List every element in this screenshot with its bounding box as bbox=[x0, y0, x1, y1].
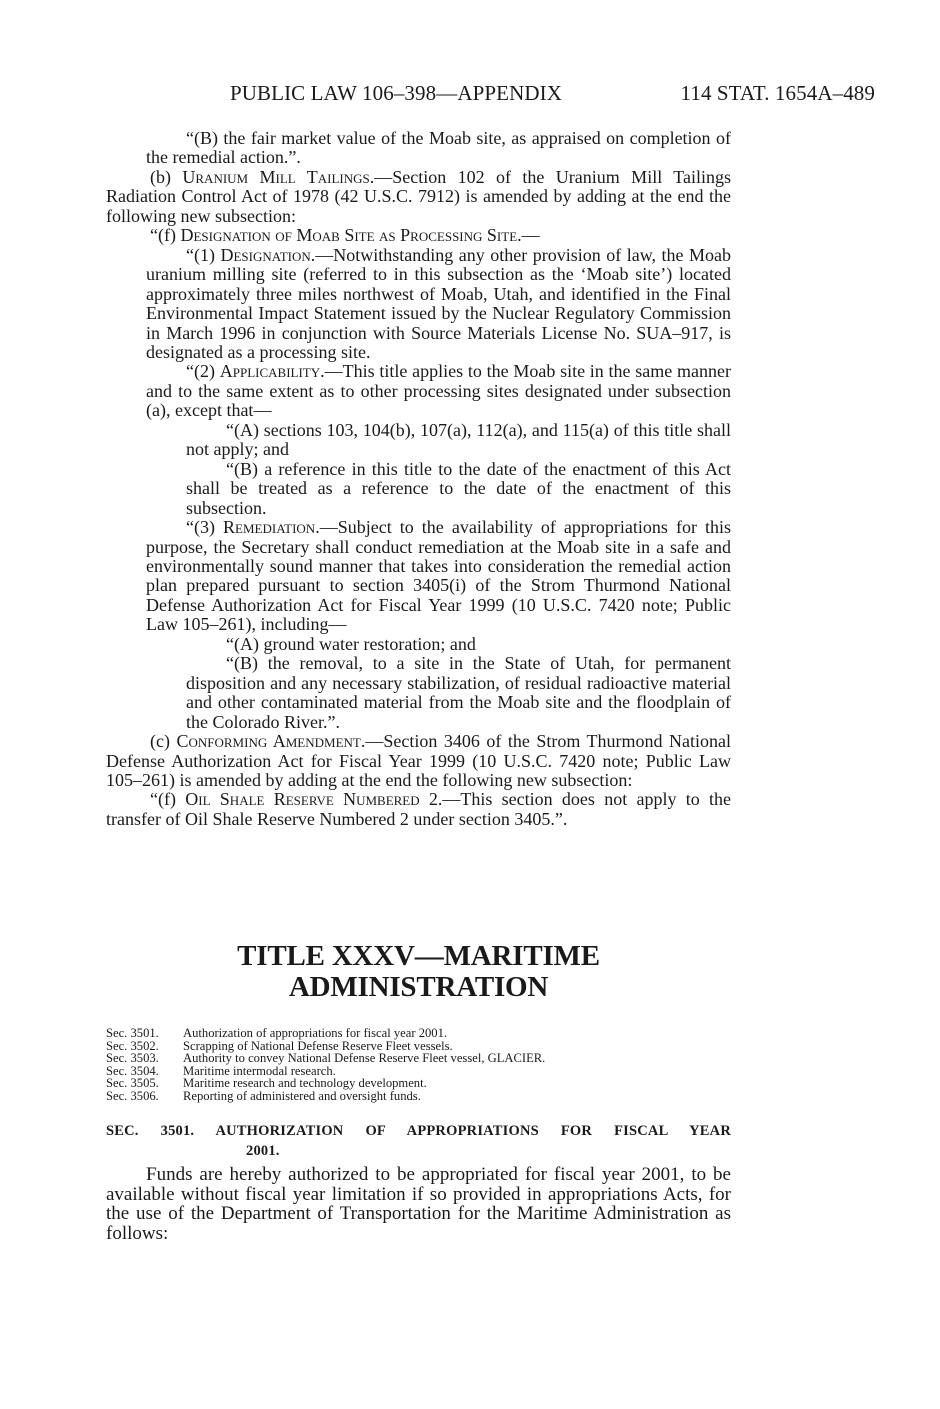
section-heading-line-1: SEC. 3501. AUTHORIZATION OF APPROPRIATIONS FOR FISCAL YEAR bbox=[106, 1123, 731, 1139]
section-heading bbox=[106, 1121, 731, 1161]
paragraph-designation: “(1) Designation.—Notwithstanding any other provision of law, the Moab uranium milling site (referred to in this subsection as the ‘Moab site’) located approximately three miles northwest of Moab, Utah, and identified in the Final Environmental Impact Statement issued by the Nuclear Regulatory Commission in March 1996 in conjunction with Source Materials License No. SUA–917, is designated as a processing site. bbox=[146, 244, 731, 362]
paragraph-applicability: “(2) Applicability.—This title applies to the Moab site in the same manner and to the same extent as to other processing sites designated under subsection (a), except that— bbox=[146, 361, 731, 421]
title-heading bbox=[106, 941, 731, 1003]
subsection-heading-oil-shale: Oil Shale Reserve Numbered bbox=[185, 789, 420, 810]
paragraph-designation-heading: “(f) Designation of Moab Site as Processing Site.— bbox=[150, 225, 540, 246]
header-law-title: PUBLIC LAW 106–398—APPENDIX bbox=[230, 81, 562, 105]
toc-section-number: Sec. 3503. bbox=[106, 1051, 159, 1065]
toc-section-title: Authority to convey National Defense Reserve Fleet vessel, GLACIER. bbox=[183, 1051, 546, 1065]
paragraph-uranium-mill-tailings: (b) Uranium Mill Tailings.—Section 102 of the Uranium Mill Tailings Radiation Control Act of 1978 (42 U.S.C. 7912) is amended by adding at the end the following new subsection: bbox=[106, 166, 731, 226]
paragraph-heading-designation: Designation bbox=[220, 244, 311, 265]
subsection-heading-b: Uranium Mill Tailings bbox=[182, 166, 370, 187]
toc-section-number: Sec. 3506. bbox=[106, 1088, 159, 1103]
paragraph-oil-shale: “(f) Oil Shale Reserve Numbered 2.—This section does not apply to the transfer of Oil Shale Reserve Numbered 2 under section 3405.”. bbox=[106, 789, 731, 829]
clause-a-sections: “(A) sections 103, 104(b), 107(a), 112(a), and 115(a) of this title shall not apply; and bbox=[186, 419, 731, 460]
body-text bbox=[106, 129, 731, 829]
title-line-1: TITLE XXXV—MARITIME bbox=[237, 940, 600, 972]
clause-b-reference: “(B) a reference in this title to the date of the enactment of this Act shall be treated as a reference to the date of the enactment of this subsection. bbox=[186, 458, 731, 518]
toc-section-number: Sec. 3505. bbox=[106, 1076, 159, 1090]
paragraph-conforming-amendment: (c) Conforming Amendment.—Section 3406 of the Strom Thurmond National Defense Authorization Act for Fiscal Year 1999 (10 U.S.C. 7420 note; Public Law 105–261) is amended by adding at the end the following new subsection: bbox=[106, 731, 731, 790]
toc-entry bbox=[106, 1090, 731, 1103]
paragraph-heading-applicability: Applicability bbox=[219, 361, 321, 382]
toc-section-title: Maritime intermodal research. bbox=[183, 1063, 336, 1078]
section-heading-line-2: 2001. bbox=[246, 1143, 280, 1159]
toc-section-title: Maritime research and technology development. bbox=[183, 1076, 427, 1090]
section-body-text: Funds are hereby authorized to be appropriated for fiscal year 2001, to be available without fiscal year limitation if so provided in appropriations Acts, for the use of the Department of Transportation for the Maritime Administration as follows: bbox=[106, 1164, 731, 1244]
toc-section-title: Authorization of appropriations for fiscal year 2001. bbox=[183, 1026, 448, 1040]
subsection-heading-f: Designation of Moab Site as Processing Site bbox=[180, 225, 518, 246]
subsection-heading-c: Conforming Amendment bbox=[176, 731, 361, 752]
header-stat-citation: 114 STAT. 1654A–489 bbox=[680, 81, 875, 105]
table-of-contents bbox=[106, 1027, 731, 1102]
toc-section-number: Sec. 3501. bbox=[106, 1026, 159, 1040]
paragraph-fair-market-value: “(B) the fair market value of the Moab site, as appraised on completion of the remedial action.”. bbox=[146, 128, 731, 168]
clause-a-ground-water: “(A) ground water restoration; and bbox=[226, 633, 476, 654]
toc-section-title: Reporting of administered and oversight funds. bbox=[183, 1088, 421, 1103]
toc-section-number: Sec. 3504. bbox=[106, 1063, 159, 1078]
toc-section-number: Sec. 3502. bbox=[106, 1038, 159, 1053]
clause-b-removal: “(B) the removal, to a site in the State of Utah, for permanent disposition and any necessary stabilization, of residual radioactive material and other contaminated material from the Moab site and the floodplain of the Colorado River.”. bbox=[186, 653, 731, 732]
title-line-2: ADMINISTRATION bbox=[288, 971, 549, 1003]
paragraph-heading-remediation: Remediation bbox=[223, 517, 316, 538]
paragraph-remediation: “(3) Remediation.—Subject to the availability of appropriations for this purpose, the Secretary shall conduct remediation at the Moab site in a safe and environmentally sound manner that takes into consideration the remedial action plan prepared pursuant to section 3405(i) of the Strom Thurmond National Defense Authorization Act for Fiscal Year 1999 (10 U.S.C. 7420 note; Public Law 105–261), including— bbox=[146, 517, 731, 635]
toc-section-title: Scrapping of National Defense Reserve Fleet vessels. bbox=[183, 1038, 453, 1053]
